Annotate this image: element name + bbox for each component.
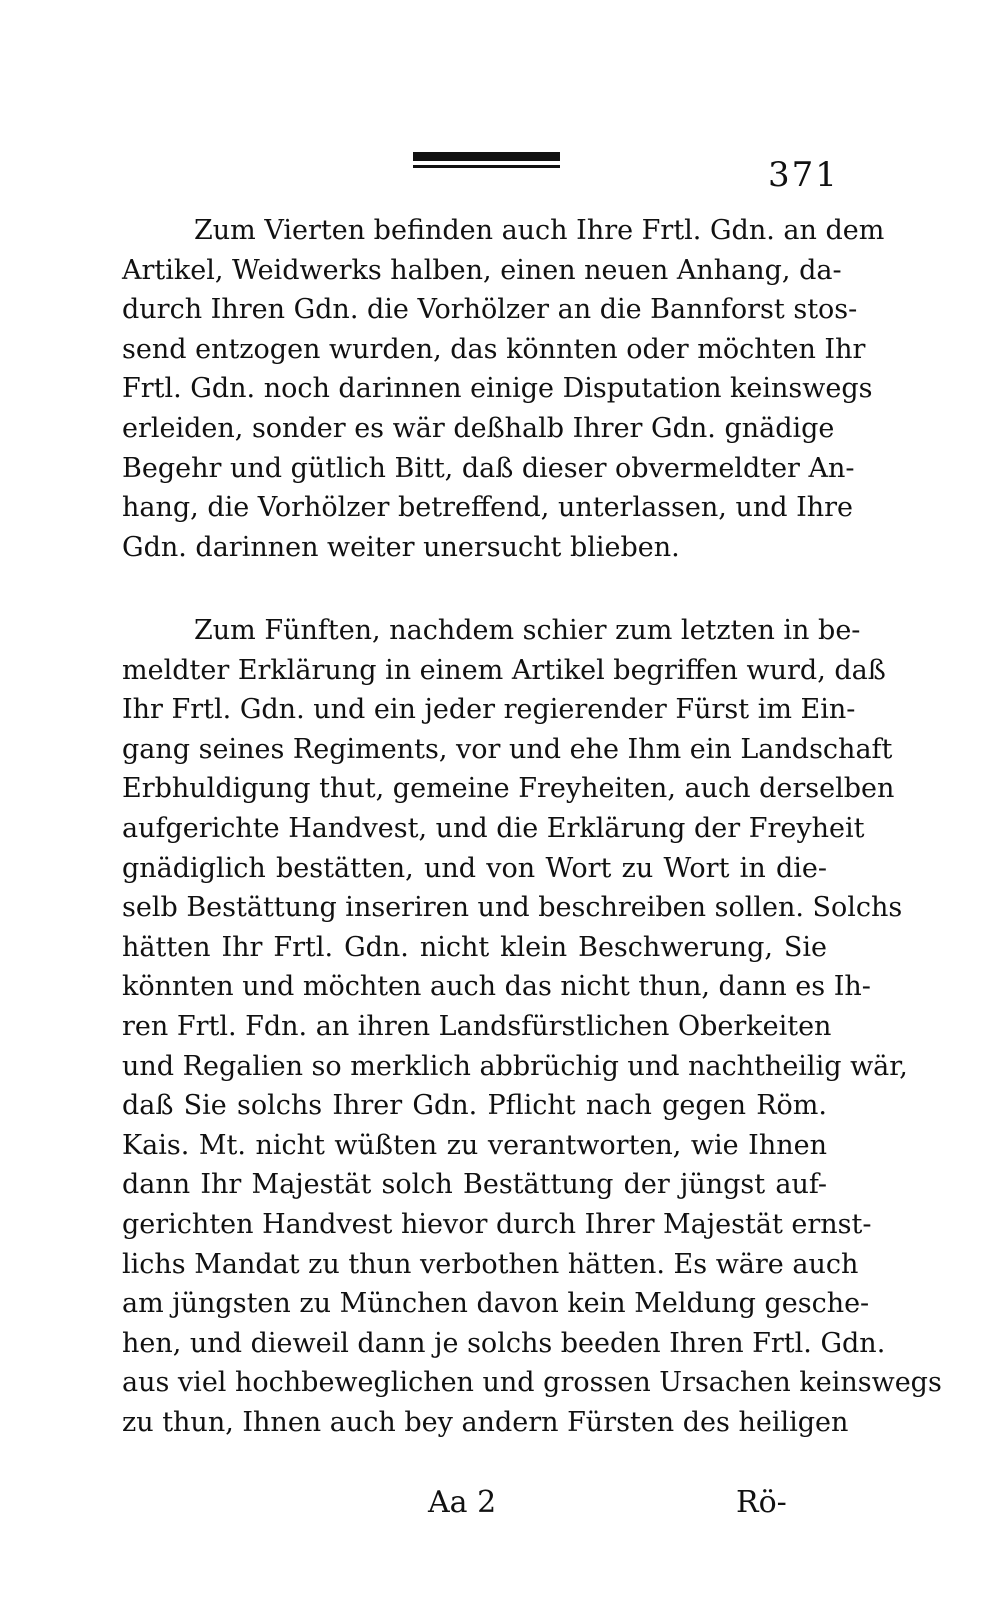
text-line: Gdn. darinnen weiter unersucht blieben. [122, 531, 680, 563]
text-line: Frtl. Gdn. noch darinnen einige Disputation keinswegs [122, 373, 873, 405]
text-line: send entzogen wurden, das könnten oder möchten Ihr [122, 333, 866, 365]
text-line: meldter Erklärung in einem Artikel begriffen wurd, daß [122, 654, 886, 686]
catchword: Rö- [736, 1485, 787, 1520]
text-line: lichs Mandat zu thun verbothen hätten. Es wäre auch [122, 1248, 859, 1280]
text-line: hätten Ihr Frtl. Gdn. nicht klein Beschwerung, Sie [122, 931, 827, 963]
text-line: Begehr und gütlich Bitt, daß dieser obvermeldter An- [122, 452, 855, 484]
text-line: zu thun, Ihnen auch bey andern Fürsten des heiligen [122, 1406, 849, 1438]
text-line: durch Ihren Gdn. die Vorhölzer an die Bannforst stos- [122, 294, 858, 326]
text-line: Erbhuldigung thut, gemeine Freyheiten, auch derselben [122, 773, 895, 805]
text-line: gnädiglich bestätten, und von Wort zu Wort in die- [122, 852, 827, 884]
text-line: hen, und dieweil dann je solchs beeden Ihren Frtl. Gdn. [122, 1327, 886, 1359]
text-line: könnten und möchten auch das nicht thun, dann es Ih- [122, 971, 871, 1003]
text-line: Zum Vierten befinden auch Ihre Frtl. Gdn. an dem [194, 215, 885, 246]
text-line: am jüngsten zu München davon kein Meldung gesche- [122, 1288, 870, 1320]
signature-mark: Aa 2 [428, 1485, 497, 1520]
text-line: hang, die Vorhölzer betreffend, unterlassen, und Ihre [122, 492, 854, 524]
ornament-thick-bar [413, 152, 560, 161]
text-line: gang seines Regiments, vor und ehe Ihm ein Landschaft [122, 733, 893, 765]
text-line: erleiden, sonder es wär deßhalb Ihrer Gdn. gnädige [122, 412, 835, 444]
header-ornament-rule [413, 152, 560, 172]
paragraph-fourth-article [122, 211, 885, 567]
text-line: Artikel, Weidwerks halben, einen neuen Anhang, da- [122, 254, 842, 286]
page-number: 371 [768, 155, 839, 195]
text-line: selb Bestättung inseriren und beschreiben sollen. Solchs [122, 892, 903, 924]
text-line: gerichten Handvest hievor durch Ihrer Majestät ernst- [122, 1208, 872, 1240]
text-line: Kais. Mt. nicht wüßten zu verantworten, wie Ihnen [122, 1129, 827, 1161]
text-line: ren Frtl. Fdn. an ihren Landsfürstlichen Oberkeiten [122, 1010, 832, 1042]
paragraph-fifth-article [122, 611, 942, 1442]
text-line: Zum Fünften, nachdem schier zum letzten in be- [194, 615, 861, 646]
text-line: aufgerichte Handvest, und die Erklärung der Freyheit [122, 812, 865, 844]
text-line: Ihr Frtl. Gdn. und ein jeder regierender Fürst im Ein- [122, 694, 856, 726]
text-line: dann Ihr Majestät solch Bestättung der jüngst auf- [122, 1169, 827, 1201]
text-line: aus viel hochbeweglichen und grossen Ursachen keinswegs [122, 1367, 942, 1399]
text-line: daß Sie solchs Ihrer Gdn. Pflicht nach gegen Röm. [122, 1090, 827, 1122]
text-line: und Regalien so merklich abbrüchig und nachtheilig wär, [122, 1050, 908, 1082]
ornament-thin-bar [413, 165, 560, 168]
